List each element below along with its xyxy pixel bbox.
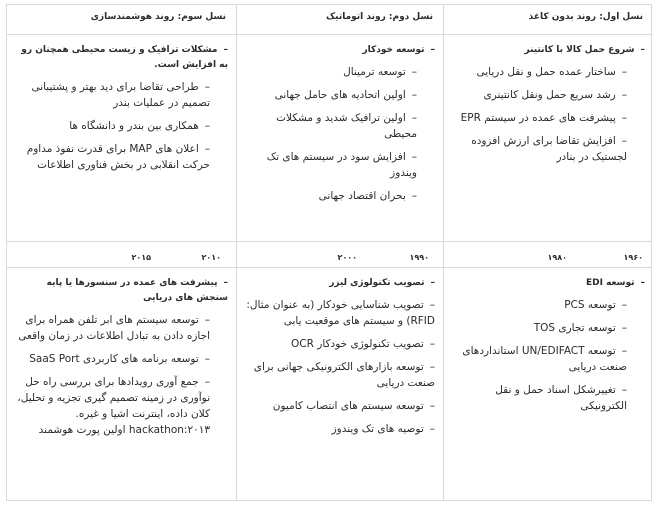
list-item: –توسعه سیستم های ابر تلفن همراه برای اجازه دادن به تبادل اطلاعات در زمان واقعی bbox=[18, 314, 210, 342]
list-item: –اولین ترافیک شدید و مشکلات محیطی bbox=[276, 112, 417, 140]
year-1980: ۱۹۸۰ bbox=[547, 253, 567, 262]
header-generation-3: نسل سوم: روند هوشمندسازی bbox=[90, 12, 226, 22]
list-item: –توسعه UN/EDIFACT استانداردهای صنعت دریایی bbox=[462, 345, 627, 373]
list-item: –تصویب شناسایی خودکار (به عنوان مثال: RFID) و سیستم های موقعیت یابی bbox=[246, 299, 435, 327]
row-divider bbox=[7, 241, 651, 242]
section-title: –مشکلات ترافیک و زیست محیطی همچنان رو به افزایش است. bbox=[21, 45, 228, 70]
section-title: –تصویب تکنولوژی لیزر bbox=[329, 278, 435, 288]
header-generation-2: نسل دوم: روند اتوماتیک bbox=[325, 12, 433, 22]
year-1990: ۱۹۹۰ bbox=[409, 253, 429, 262]
year-2015: ۲۰۱۵ bbox=[131, 253, 151, 262]
list-item: –رشد سریع حمل ونقل کانتینری bbox=[483, 89, 627, 101]
list-item: –توسعه بازارهای الکترونیکی جهانی برای صنعت دریایی bbox=[253, 361, 435, 389]
timeline-table bbox=[6, 4, 652, 501]
year-1960: ۱۹۶۰ bbox=[623, 253, 643, 262]
section-title: –توسعه EDI bbox=[585, 278, 645, 288]
list-item: –توسعه تجاری TOS bbox=[533, 322, 627, 334]
list-item: –اولین اتحادیه های حامل جهانی bbox=[274, 89, 417, 101]
section-title: –پیشرفت های عمده در سنسورها یا پایه سنجش های دریایی bbox=[46, 278, 228, 303]
year-2000: ۲۰۰۰ bbox=[337, 253, 357, 262]
list-item: –ساختار عمده حمل و نقل دریایی bbox=[476, 66, 627, 78]
section-title: –شروع حمل کالا با کانتینر bbox=[524, 45, 645, 55]
year-2010: ۲۰۱۰ bbox=[201, 253, 221, 262]
list-item: –افزایش تقاضا برای ارزش افزوده لجستیک در بنادر bbox=[471, 135, 627, 163]
top-cell-generation-2 bbox=[236, 35, 443, 211]
list-item: –طراحی تقاضا برای دید بهتر و پشتیبانی تصمیم در عملیات بندر bbox=[31, 81, 210, 109]
list-item: –افزایش سود در سیستم های تک ویندوز bbox=[266, 151, 417, 179]
list-item: –توسعه سیستم های انتصاب کامیون bbox=[272, 400, 435, 412]
header-generation-1: نسل اول: روند بدون کاغذ bbox=[528, 12, 643, 22]
bottom-cell-generation-1 bbox=[443, 268, 653, 421]
list-item: –توسعه ترمینال bbox=[343, 66, 417, 78]
top-cell-generation-1 bbox=[443, 35, 653, 172]
list-item: –توسعه PCS bbox=[564, 299, 627, 311]
list-item: –اعلان های MAP برای قدرت نفوذ مداوم حرکت انقلابی در بخش فناوری اطلاعات bbox=[26, 143, 210, 171]
list-item: –توصیه های تک ویندوز bbox=[331, 423, 435, 435]
list-item: –تغییرشکل اسناد حمل و نقل الکترونیکی bbox=[495, 384, 627, 412]
list-item: –تصویب تکنولوژی خودکار OCR bbox=[291, 338, 435, 350]
list-item: –پیشرفت های عمده در سیستم EPR bbox=[460, 112, 627, 124]
list-item: –توسعه برنامه های کاربردی SaaS Port bbox=[29, 353, 210, 365]
list-item: –جمع آوری رویدادها برای بررسی راه حل نوآوری در زمینه تصمیم گیری تجزیه و تحلیل، کلان داده، اینترنت اشیا و غیره. hackathon:۲۰۱۳ اولین پورت هوشمند bbox=[17, 376, 210, 436]
section-title: –توسعه خودکار bbox=[362, 45, 435, 55]
top-cell-generation-3 bbox=[7, 35, 236, 180]
bottom-cell-generation-3 bbox=[7, 268, 236, 445]
list-item: –همکاری بین بندر و دانشگاه ها bbox=[69, 120, 210, 132]
bottom-cell-generation-2 bbox=[236, 268, 443, 444]
list-item: –بحران اقتصاد جهانی bbox=[318, 190, 417, 202]
